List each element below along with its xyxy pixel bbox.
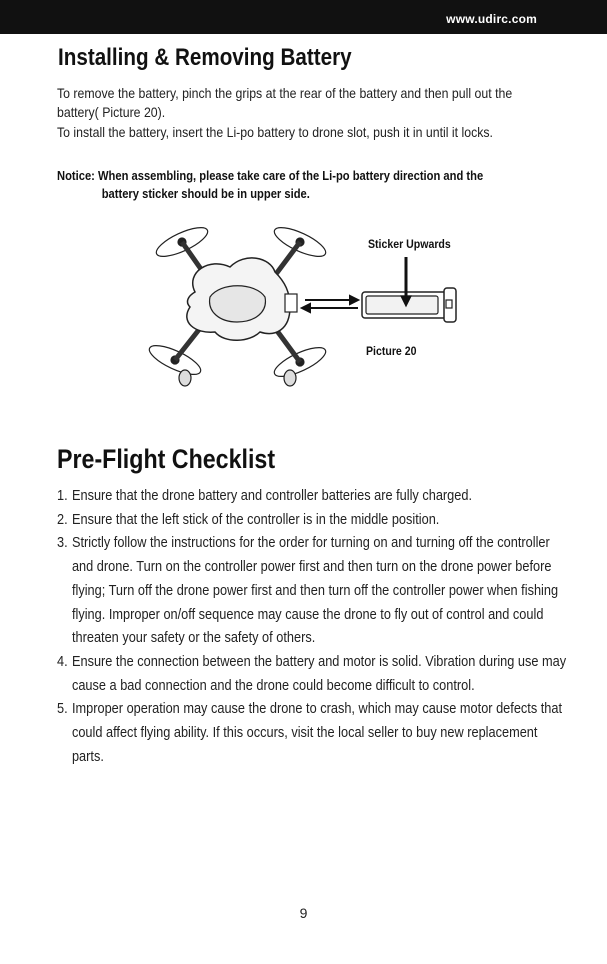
item-number: 1.: [57, 488, 68, 504]
sticker-pointer-arrow-icon: [401, 257, 411, 306]
item-text: Ensure the connection between the battery and motor is solid. Vibration during use may cause a bad connection and the drone could become difficult to control.: [71, 653, 567, 694]
item-number: 5.: [57, 701, 68, 718]
item-text: Ensure that the left stick of the controller is in the middle position.: [71, 511, 440, 528]
checklist-item: [57, 651, 567, 698]
sticker-upwards-label: Sticker Upwards: [368, 237, 451, 251]
install-battery-text: To install the battery, insert the Li-po battery to drone slot, push it in until it locks.: [57, 124, 493, 140]
page-number: 9: [299, 905, 308, 921]
header-bar: [0, 0, 607, 34]
item-number: 3.: [57, 535, 68, 552]
battery-icon: [362, 288, 456, 322]
item-number: 4.: [57, 653, 68, 670]
checklist-item: [57, 485, 567, 509]
item-text: Strictly follow the instructions for the order for turning on and turning off the controller and drone. Turn on the controller power first and then turn on the drone power before flying; Turn off the drone power first and then turn off the controller power when fishing flying. Improper on/off sequence may cause the drone to fly out of control and could threaten your safety or the safety of others.: [71, 535, 559, 647]
checklist-title: Pre-Flight Checklist: [57, 444, 276, 474]
figure-caption: Picture 20: [366, 344, 417, 358]
item-text: Improper operation may cause the drone to crash, which may cause motor defects that could affect flying ability. If this occurs, visit the local seller to buy new replacement parts.: [71, 701, 563, 765]
assembly-notice: [57, 167, 573, 203]
notice-line-2: battery sticker should be in upper side.: [101, 186, 310, 201]
preflight-checklist: [57, 485, 567, 769]
checklist-item: [57, 509, 567, 533]
website-url[interactable]: www.udirc.com: [446, 12, 537, 26]
item-text: Ensure that the drone battery and controller batteries are fully charged.: [71, 488, 473, 504]
remove-battery-text: To remove the battery, pinch the grips at the rear of the battery and then pull out the battery( Picture 20).: [57, 85, 513, 120]
checklist-item: [57, 532, 567, 651]
notice-line-1: Notice: When assembling, please take care of the Li-po battery direction and the: [57, 168, 484, 183]
item-number: 2.: [57, 511, 68, 528]
battery-section-title: Installing & Removing Battery: [58, 44, 352, 71]
checklist-item: [57, 698, 567, 769]
insert-remove-arrow-icon: [302, 296, 358, 312]
